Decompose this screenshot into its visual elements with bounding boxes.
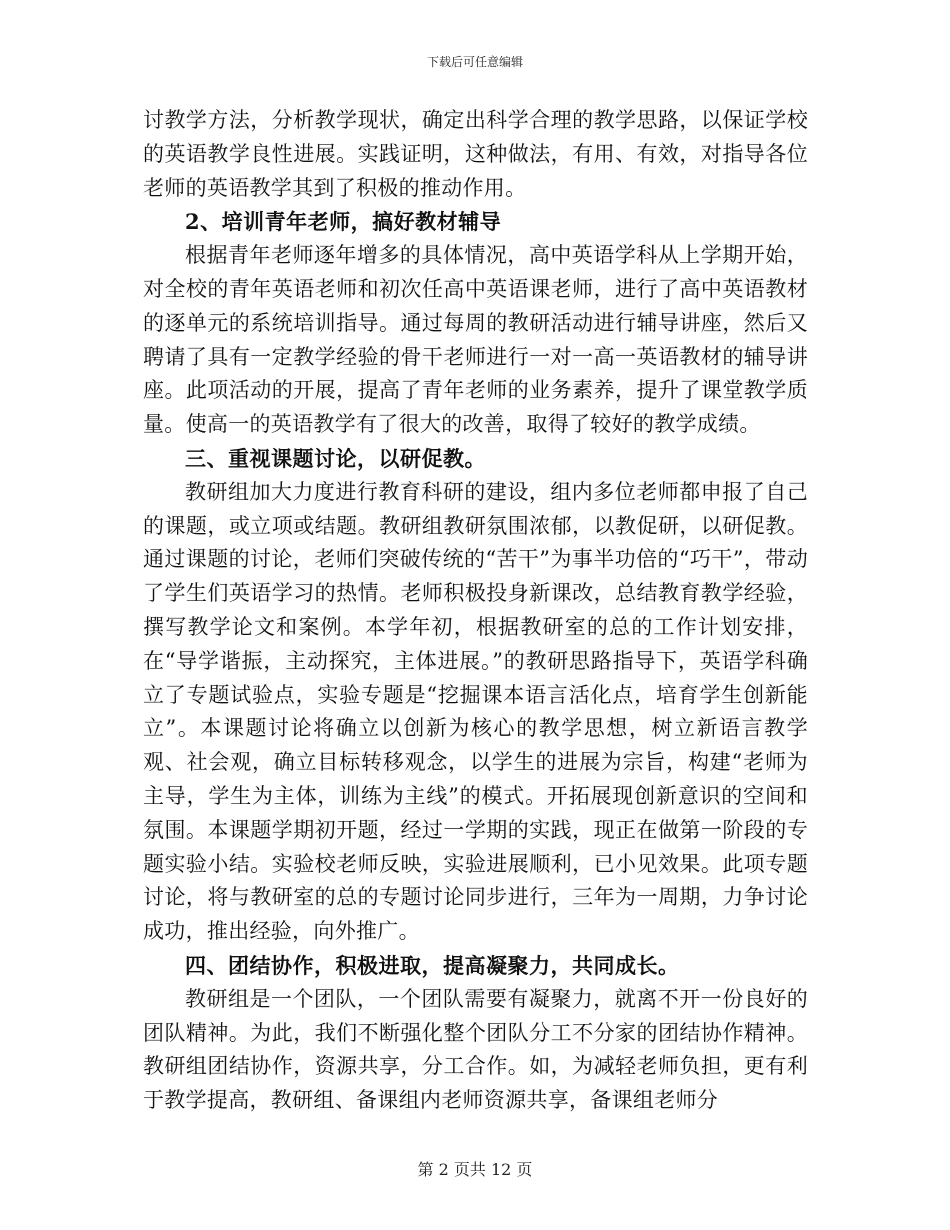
paragraph-continued: 讨教学方法，分析教学现状，确定出科学合理的教学思路，以保证学校的英语教学良性进展。实践证明，这种做法，有用、有效，对指导各位老师的英语教学其到了积极的推动作用。 bbox=[143, 108, 808, 200]
paragraph-teamwork: 教研组是一个团队，一个团队需要有凝聚力，就离不开一份良好的团队精神。为此，我们不断强化整个团队分工不分家的团结协作精神。教研组团结协作，资源共享，分工合作。如，为减轻老师负担，更有利于教学提高，教研组、备课组内老师资源共享，备课组老师分 bbox=[143, 986, 808, 1113]
section-heading-3: 三、重视课题讨论，以研促教。 bbox=[185, 445, 486, 471]
section-heading-4: 四、团结协作，积极进取，提高凝聚力，共同成长。 bbox=[185, 952, 680, 978]
paragraph-research: 教研组加大力度进行教育科研的建设，组内多位老师都申报了自己的课题，或立项或结题。教研组教研氛围浓郁，以教促研，以研促教。通过课题的讨论，老师们突破传统的“苦干”为事半功倍的“巧干”，带动了学生们英语学习的热情。老师积极投身新课改，总结教育教学经验，撰写教学论文和案例。本学年初，根据教研室的总的工作计划安排，在“导学谐振，主动探究，主体进展。”的教研思路指导下，英语学科确立了专题试验点，实验专题是“挖掘课本语言活化点，培育学生创新能立”。本课题讨论将确立以创新为核心的教学思想，树立新语言教学观、社会观，确立目标转移观念，以学生的进展为宗旨，构建“老师为主导，学生为主体，训练为主线”的模式。开拓展现创新意识的空间和氛围。本课题学期初开题，经过一学期的实践，现正在做第一阶段的专题实验小结。实验校老师反映，实验进展顺利，已小见效果。此项专题讨论，将与教研室的总的专题讨论同步进行，三年为一周期，力争讨论成功，推出经验，向外推广。 bbox=[143, 479, 808, 944]
section-heading-2: 2、培训青年老师，搞好教材辅导 bbox=[185, 209, 502, 235]
page-footer: 第 2 页共 12 页 bbox=[417, 1160, 533, 1179]
paragraph-teacher-training: 根据青年老师逐年增多的具体情况，高中英语学科从上学期开始，对全校的青年英语老师和初次任高中英语课老师，进行了高中英语教材的逐单元的系统培训指导。通过每周的教研活动进行辅导讲座，然后又聘请了具有一定教学经验的骨干老师进行一对一高一英语教材的辅导讲座。此项活动的开展，提高了青年老师的业务素养，提升了课堂教学质量。使高一的英语教学有了很大的改善，取得了较好的教学成绩。 bbox=[143, 243, 808, 437]
page-header: 下载后可任意编辑 bbox=[426, 55, 523, 69]
document-body bbox=[143, 104, 808, 1118]
